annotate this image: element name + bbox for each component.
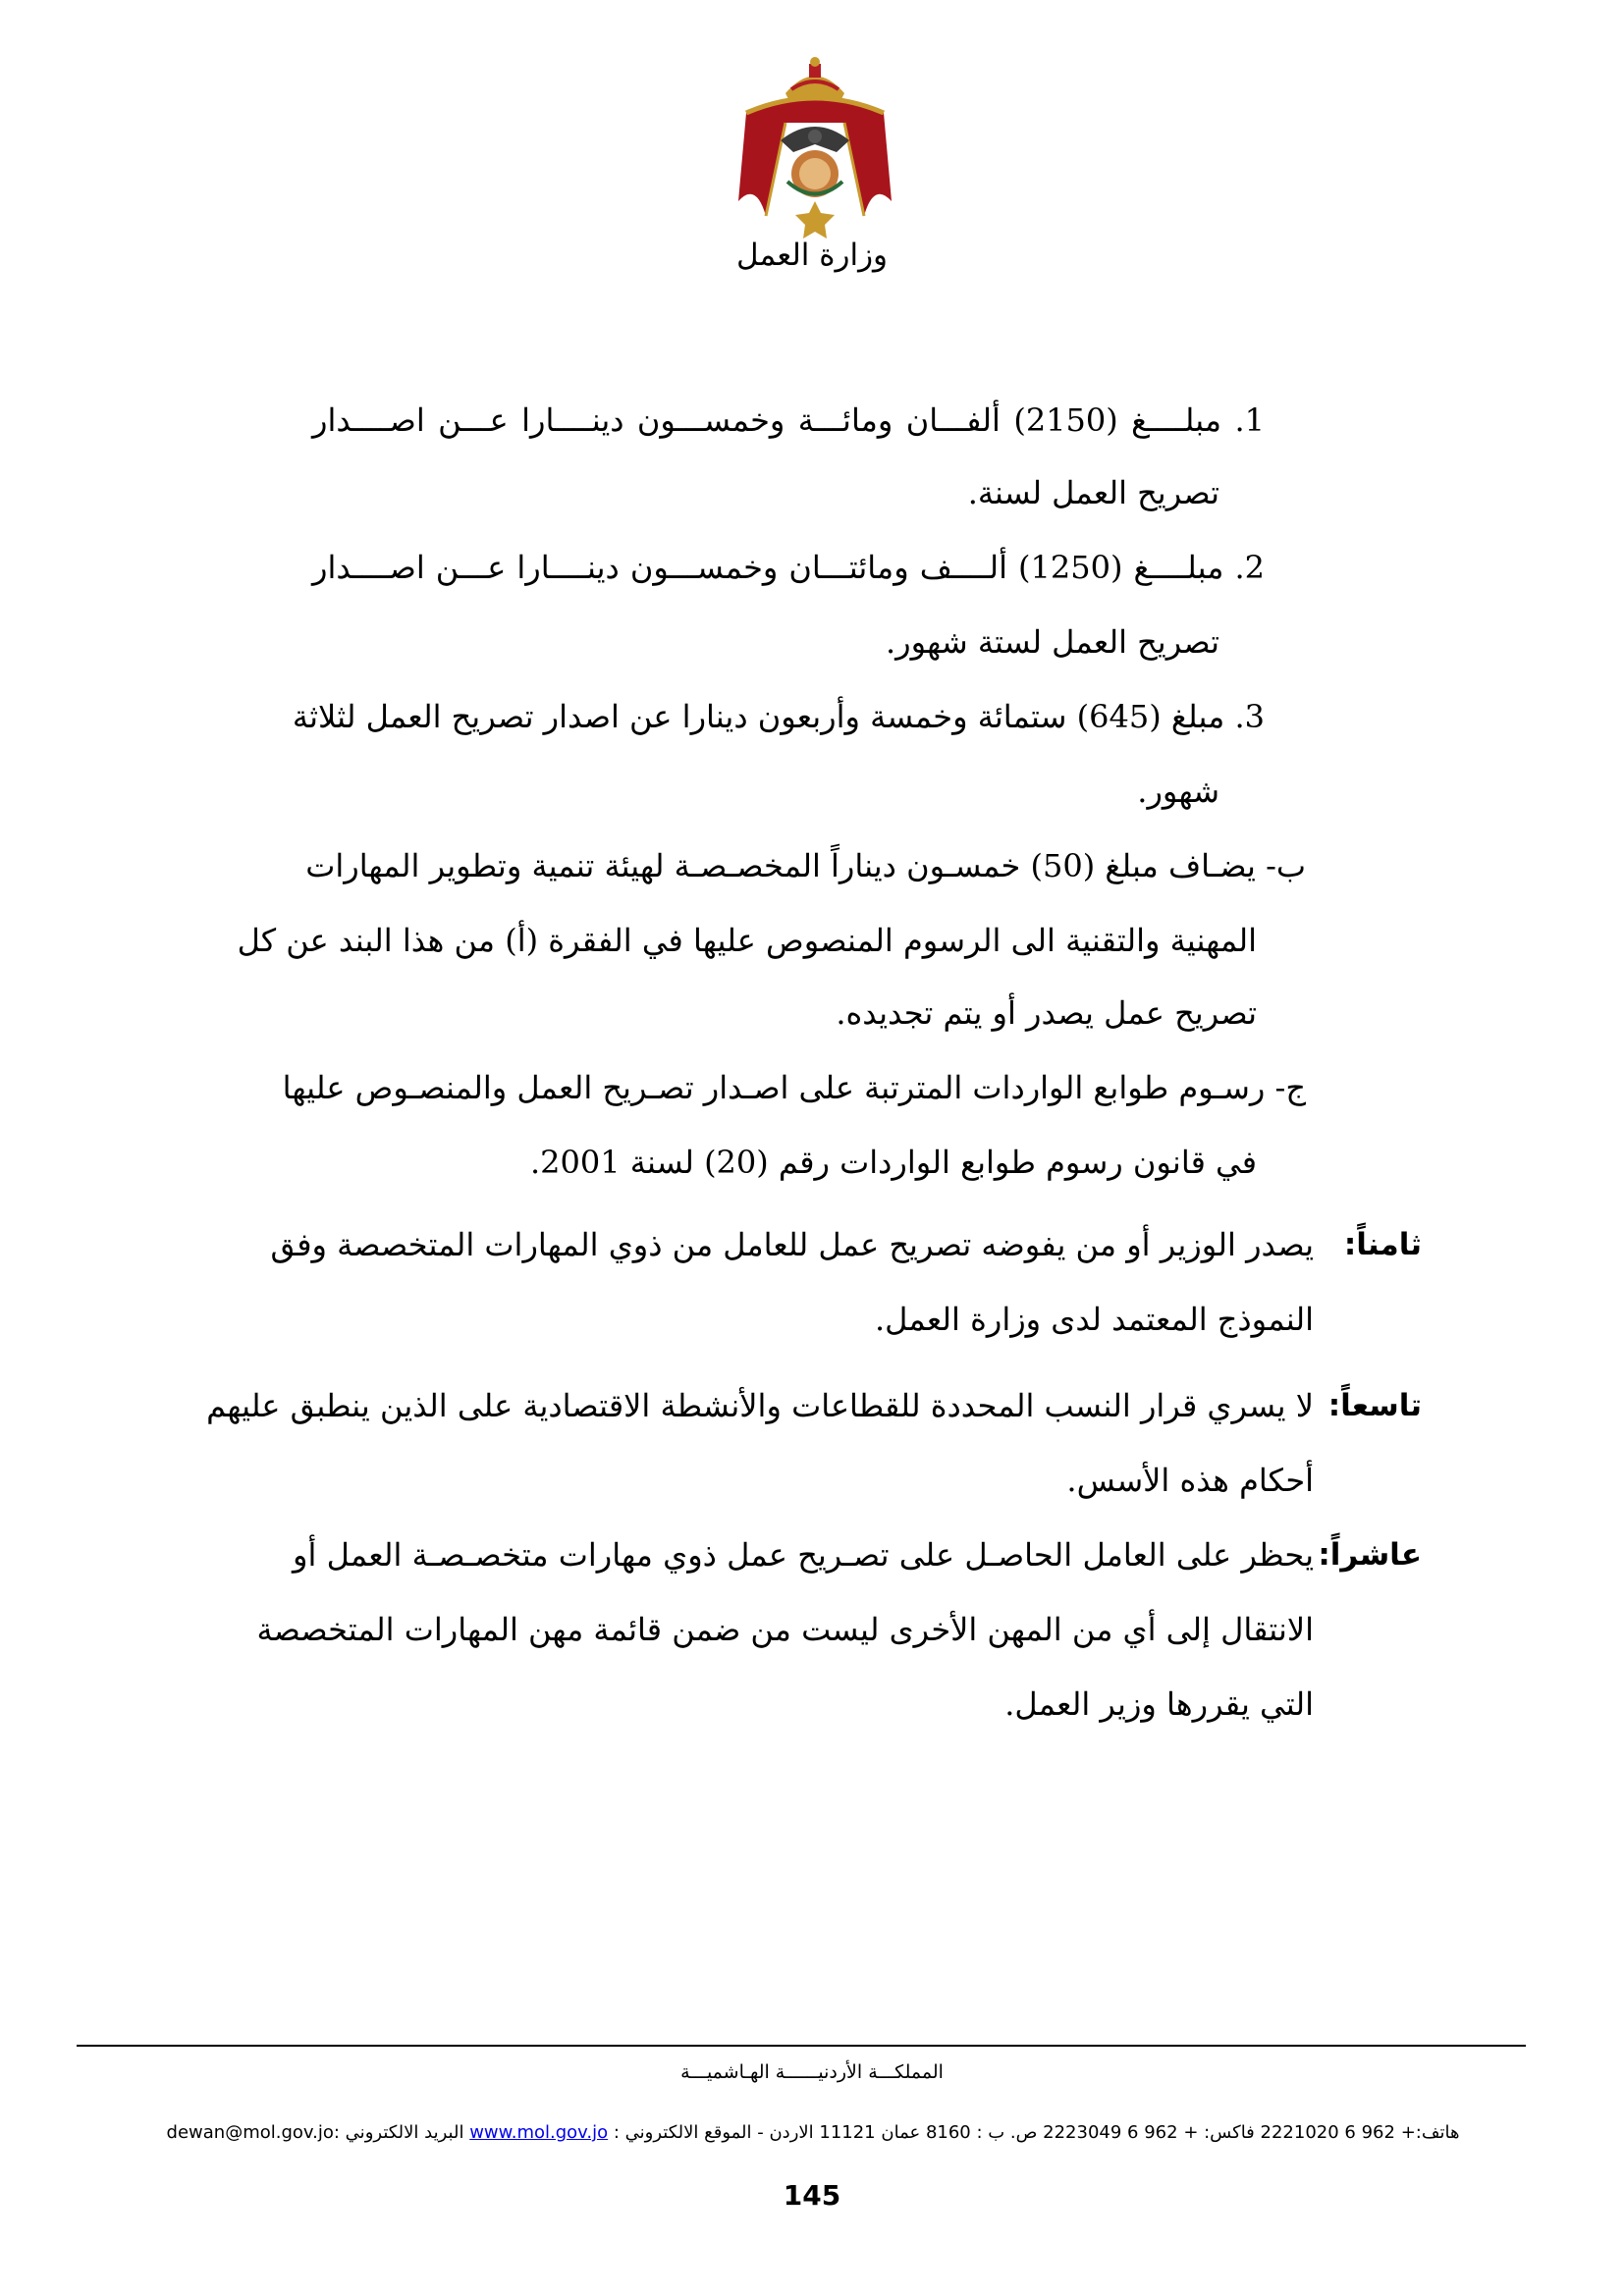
contact-info [98,2122,1528,2143]
eighth-label: ثامناً: [1343,1227,1422,1262]
ninth-line-2: أحكام هذه الأسس. [1066,1462,1314,1499]
item-1-line-2: تصريح العمل لسنة. [967,474,1219,511]
clause-b-line-3: تصريح عمل يصدر أو يتم تجديده. [836,994,1257,1032]
tenth-line-3: التي يقررها وزير العمل. [1004,1685,1314,1723]
country-name: المملكـــة الأردنيــــــة الهـاشميـــة [680,2061,944,2083]
item-3-line-1: 3. مبلغ (645) ستمائة وخمسة وأربعون دينارا عن اصدار تصريح العمل لثلاثة [292,698,1265,735]
tenth-label: عاشراً: [1318,1537,1422,1573]
ministry-name: وزارة العمل [735,238,889,273]
royal-emblem [727,54,903,240]
clause-c-line-1: ج- رسـوم طوابع الواردات المترتبة على اصـدار تصـريح العمل والمنصـوص عليها [282,1069,1306,1106]
tenth-line-2: الانتقال إلى أي من المهن الأخرى ليست من ضمن قائمة مهن المهارات المتخصصة [256,1611,1314,1648]
item-2-line-2: تصريح العمل لستة شهور. [885,623,1219,661]
contact-email: البريد الالكتروني :dewan@mol.gov.jo [166,2122,464,2143]
website-link[interactable]: www.mol.gov.jo [469,2122,609,2143]
item-2-line-1: 2. مبلــــغ (1250) ألــــف ومائتـــان وخمســـون دينــــارا عـــن اصــــدار [312,549,1266,586]
ninth-label: تاسعاً: [1327,1388,1422,1423]
item-1-line-1: 1. مبلــــغ (2150) ألفـــان ومائـــة وخمســـون دينــــارا عـــن اصــــدار [312,401,1266,439]
clause-c-line-2: في قانون رسوم طوابع الواردات رقم (20) لسنة 2001. [530,1144,1257,1181]
clause-b-line-1: ب- يضـاف مبلغ (50) خمسـون ديناراً المخصـصـة لهيئة تنمية وتطوير المهارات [305,847,1306,884]
eighth-line-1: يصدر الوزير أو من يفوضه تصريح عمل للعامل من ذوي المهارات المتخصصة وفق [270,1226,1314,1263]
eighth-line-2: النموذج المعتمد لدى وزارة العمل. [874,1301,1314,1338]
page-number: 145 [783,2179,841,2212]
footer-divider [77,2045,1526,2047]
ninth-line-1: لا يسري قرار النسب المحددة للقطاعات والأنشطة الاقتصادية على الذين ينطبق عليهم [206,1387,1314,1424]
tenth-line-1: يحظر على العامل الحاصـل على تصـريح عمل ذوي مهارات متخصـصـة العمل أو [293,1536,1314,1574]
item-3-line-2: شهور. [1137,773,1219,810]
contact-phone-fax-address: هاتف:+ 962 6 2221020 فاكس: + 962 6 2223049 ص. ب : 8160 عمان 11121 الاردن - الموقع الالكتروني : [613,2122,1460,2143]
clause-b-line-2: المهنية والتقنية الى الرسوم المنصوص عليها في الفقرة (أ) من هذا البند عن كل [237,922,1257,959]
